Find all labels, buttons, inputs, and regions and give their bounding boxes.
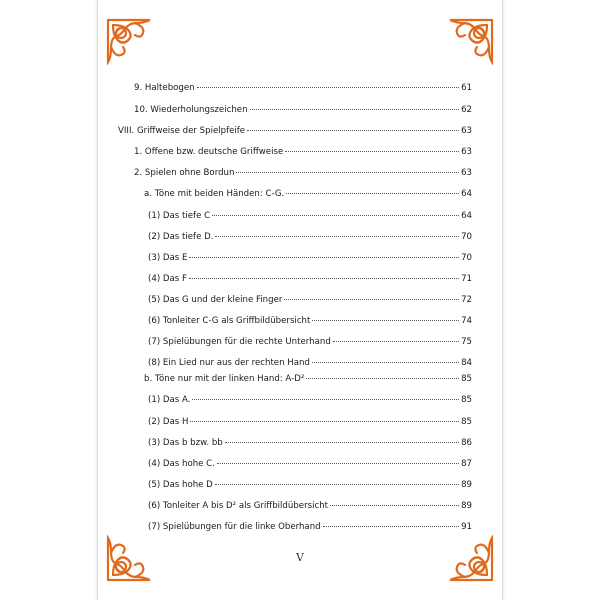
toc-entry-label: b. Töne nur mit der linken Hand: A-D² (144, 374, 305, 384)
dot-leader (306, 378, 459, 379)
dot-leader (190, 421, 459, 422)
toc-entry-page: 63 (461, 126, 472, 136)
toc-entry-page: 61 (461, 83, 472, 93)
toc-entry (144, 373, 472, 385)
toc-entry-label: (7) Spielübungen für die rechte Unterhand (148, 337, 331, 347)
dot-leader (330, 505, 459, 506)
toc-entry (148, 437, 472, 449)
toc-entry-label: 9. Haltebogen (134, 83, 195, 93)
toc-entry (148, 416, 472, 428)
dot-leader (217, 463, 459, 464)
celtic-knot-corner-icon (105, 17, 153, 65)
toc-entry (144, 188, 472, 200)
dot-leader (286, 193, 459, 194)
toc-entry-page: 86 (461, 438, 472, 448)
toc-entry-label: (6) Tonleiter A bis D² als Griffbildübersicht (148, 501, 329, 511)
toc-entry (134, 146, 472, 158)
toc-entry-label: (7) Spielübungen für die linke Oberhand (148, 522, 321, 532)
toc-entry-page: 85 (461, 395, 472, 405)
dot-leader (197, 87, 459, 88)
dot-leader (250, 109, 460, 110)
dot-leader (312, 362, 459, 363)
toc-entry (148, 357, 472, 369)
dot-leader (323, 526, 459, 527)
dot-leader (333, 341, 459, 342)
toc-entry-page: 72 (461, 295, 472, 305)
toc-entry-label: (3) Das E (148, 253, 188, 263)
toc-entry (148, 479, 472, 491)
toc-entry-page: 63 (461, 147, 472, 157)
toc-entry-label: (4) Das F (148, 274, 187, 284)
toc-entry (148, 500, 472, 512)
dot-leader (189, 257, 459, 258)
toc-entry (134, 167, 472, 179)
dot-leader (215, 484, 459, 485)
toc-entry-label: (4) Das hohe C. (148, 459, 215, 469)
dot-leader (247, 130, 459, 131)
toc-entry-label: 1. Offene bzw. deutsche Griffweise (134, 147, 284, 157)
toc-entry-label: (1) Das tiefe C (148, 211, 211, 221)
toc-entry-page: 70 (461, 253, 472, 263)
dot-leader (215, 236, 459, 237)
toc-entry-label: (8) Ein Lied nur aus der rechten Hand (148, 358, 310, 368)
toc-entry-label: 10. Wiederholungszeichen (134, 105, 248, 115)
toc-entry-page: 64 (461, 211, 472, 221)
toc-entry-label: (2) Das H (148, 417, 189, 427)
toc-entry-page: 84 (461, 358, 472, 368)
toc-entry-page: 89 (461, 480, 472, 490)
dot-leader (212, 215, 459, 216)
toc-entry (148, 210, 472, 222)
toc-entry (148, 231, 472, 243)
toc-entry-page: 70 (461, 232, 472, 242)
toc-entry-label: (5) Das hohe D (148, 480, 213, 490)
dot-leader (225, 442, 459, 443)
toc-entry (148, 336, 472, 348)
toc-entry-page: 62 (461, 105, 472, 115)
toc-entry-page: 85 (461, 374, 472, 384)
toc-entry (148, 273, 472, 285)
toc-entry-page: 91 (461, 522, 472, 532)
toc-entry (148, 458, 472, 470)
dot-leader (285, 151, 459, 152)
toc-entry-label: (5) Das G und der kleine Finger (148, 295, 283, 305)
dot-leader (312, 320, 459, 321)
toc-entry-page: 89 (461, 501, 472, 511)
toc-entry (148, 521, 472, 533)
toc-entry-page: 87 (461, 459, 472, 469)
toc-entry-label: a. Töne mit beiden Händen: C-G. (144, 189, 285, 199)
toc-entry (118, 125, 472, 137)
book-page (98, 0, 502, 600)
page-number: V (296, 551, 304, 564)
dot-leader (189, 278, 459, 279)
dot-leader (284, 299, 459, 300)
dot-leader (192, 399, 459, 400)
toc-entry-label: (2) Das tiefe D. (148, 232, 214, 242)
toc-entry-page: 74 (461, 316, 472, 326)
toc-entry-label: (1) Das A. (148, 395, 191, 405)
toc-entry-page: 64 (461, 189, 472, 199)
toc-entry-label: (3) Das b bzw. bb (148, 438, 223, 448)
toc-entry-page: 85 (461, 417, 472, 427)
dot-leader (236, 172, 459, 173)
toc-entry (148, 252, 472, 264)
toc-entry-label: VIII. Griffweise der Spielpfeife (118, 126, 246, 136)
toc-entry-page: 63 (461, 168, 472, 178)
toc-entry-page: 71 (461, 274, 472, 284)
toc-entry (148, 394, 472, 406)
toc-entry (148, 315, 472, 327)
celtic-knot-corner-icon (447, 17, 495, 65)
toc-entry-label: (6) Tonleiter C-G als Griffbildübersicht (148, 316, 311, 326)
toc-entry-label: 2. Spielen ohne Bordun (134, 168, 235, 178)
toc-entry (134, 82, 472, 94)
toc-entry (148, 294, 472, 306)
toc-entry-page: 75 (461, 337, 472, 347)
toc-entry (134, 104, 472, 116)
